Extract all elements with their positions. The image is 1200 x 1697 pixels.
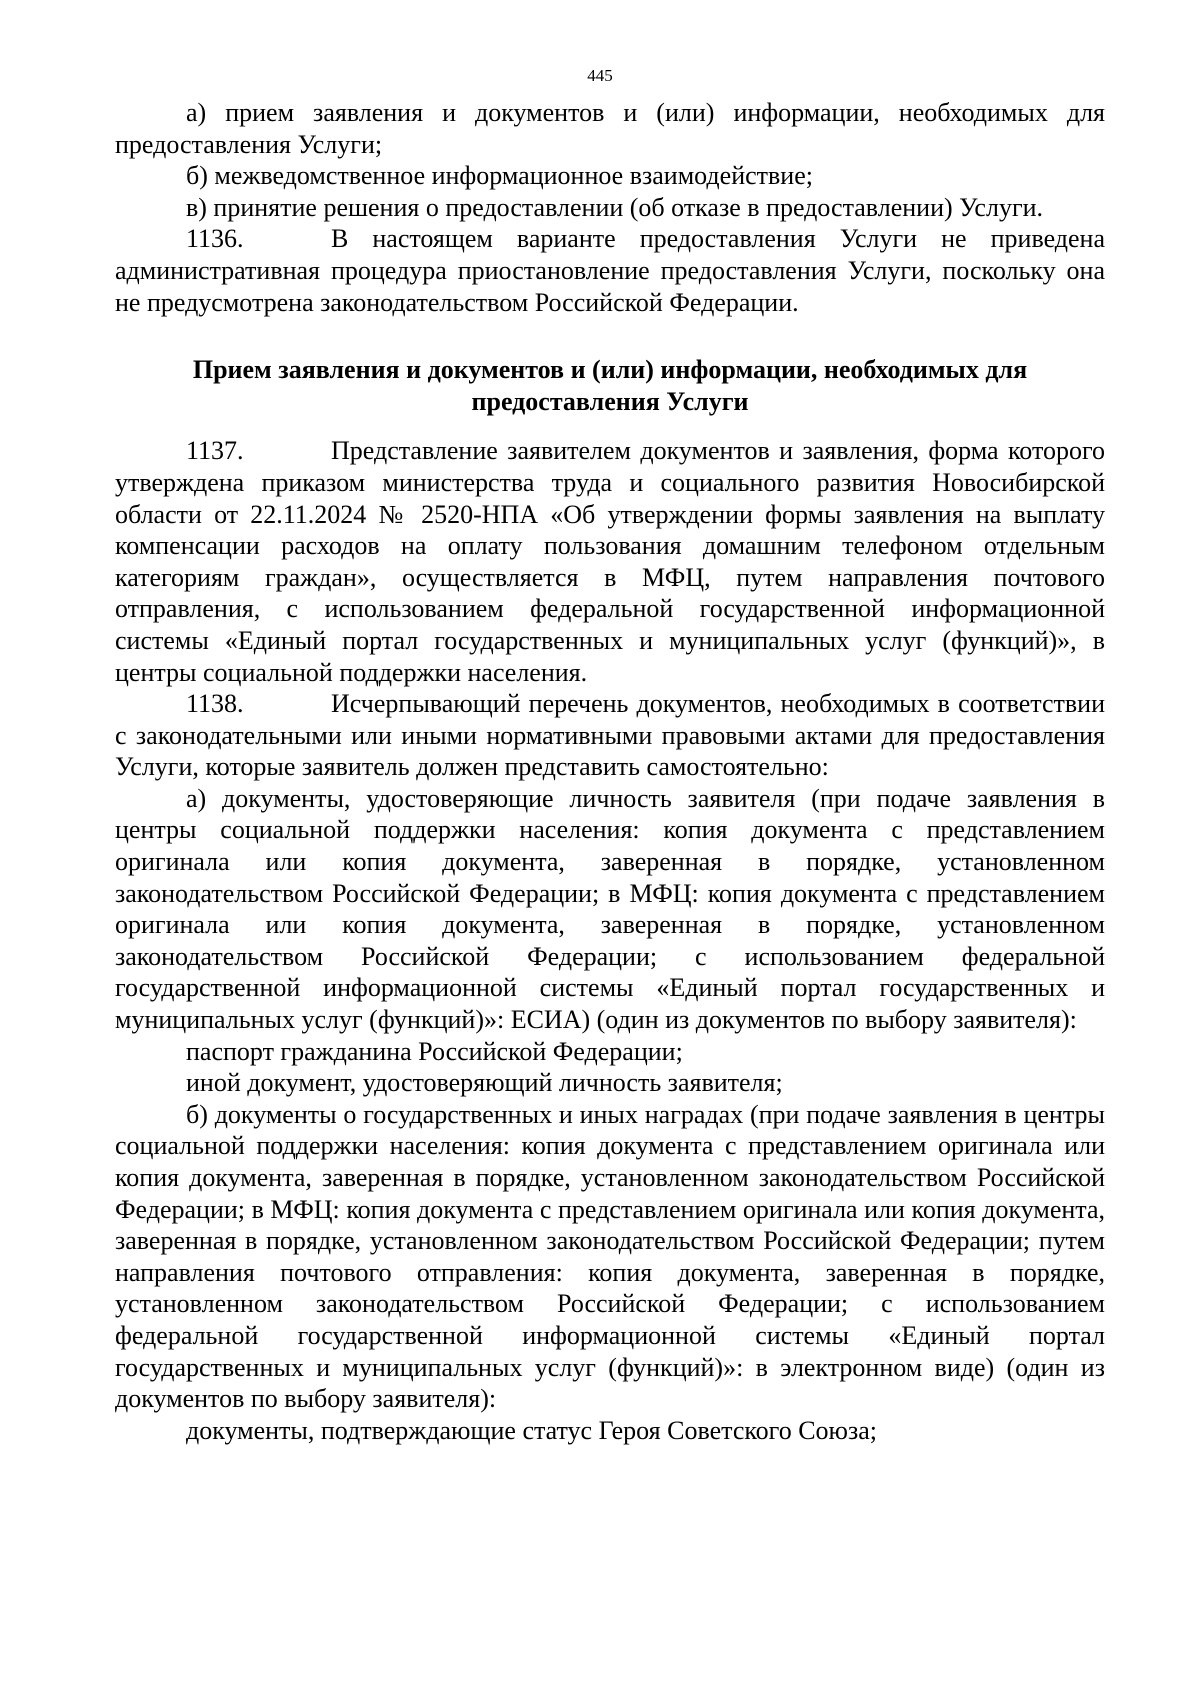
paragraph-text: Исчерпывающий перечень документов, необходимых в соответствии с законодательными или иными нормативными правовыми актами для предоставления Услуги, которые заявитель должен представить самостоятельно:	[115, 689, 1105, 782]
section-heading: Прием заявления и документов и (или) информации, необходимых для предоставления Услуги	[192, 355, 1028, 416]
document-body	[115, 97, 1105, 1446]
paragraph-number: 1136.	[186, 224, 244, 254]
paragraph-1136	[115, 223, 1105, 318]
list-item: паспорт гражданина Российской Федерации;	[186, 1036, 683, 1066]
paragraph-number: 1138.	[186, 689, 244, 719]
list-item: а) документы, удостоверяющие личность заявителя (при подаче заявления в центры социальной поддержки населения: копия документа с представлением оригинала или копия документа, заверенная в порядке, установленном законодательством Российской Федерации; в МФЦ: копия документа с представлением оригинала или копия документа, заверенная в порядке, установленном законодательством Российской Федерации; с использованием федеральной государственной информационной системы «Единый портал государственных и муниципальных услуг (функций)»: ЕСИА) (один из документов по выбору заявителя):	[115, 783, 1105, 1035]
page-number: 445	[587, 66, 613, 85]
paragraph-1137	[115, 435, 1105, 688]
list-item: документы, подтверждающие статус Героя Советского Союза;	[186, 1415, 877, 1445]
paragraph-item-v: в) принятие решения о предоставлении (об отказе в предоставлении) Услуги.	[186, 192, 1044, 222]
list-item: иной документ, удостоверяющий личность заявителя;	[186, 1068, 783, 1098]
list-item: б) документы о государственных и иных наградах (при подаче заявления в центры социальной поддержки населения: копия документа с представлением оригинала или копия документа, заверенная в порядке, установленном законодательством Российской Федерации; в МФЦ: копия документа с представлением оригинала или копия документа, заверенная в порядке, установленном законодательством Российской Федерации; путем направления почтового отправления: копия документа, заверенная в порядке, установленном законодательством Российской Федерации; с использованием федеральной государственной информационной системы «Единый портал государственных и муниципальных услуг (функций)»: в электронном виде) (один из документов по выбору заявителя):	[115, 1099, 1105, 1414]
paragraph-text: В настоящем варианте предоставления Услуги не приведена административная процедура приостановление предоставления Услуги, поскольку она не предусмотрена законодательством Российской Федерации.	[115, 224, 1105, 317]
paragraph-item-a: а) прием заявления и документов и (или) информации, необходимых для предоставления Услуги;	[115, 98, 1105, 159]
paragraph-item-b: б) межведомственное информационное взаимодействие;	[186, 161, 813, 191]
paragraph-text: Представление заявителем документов и заявления, форма которого утверждена приказом министерства труда и социального развития Новосибирской области от 22.11.2024 № 2520-НПА «Об утверждении формы заявления на выплату компенсации расходов на оплату пользования домашним телефоном отдельным категориям граждан», осуществляется в МФЦ, путем направления почтового отправления, с использованием федеральной государственной информационной системы «Единый портал государственных и муниципальных услуг (функций)», в центры социальной поддержки населения.	[115, 436, 1105, 687]
paragraph-number: 1137.	[186, 436, 244, 466]
paragraph-1138	[115, 688, 1105, 783]
